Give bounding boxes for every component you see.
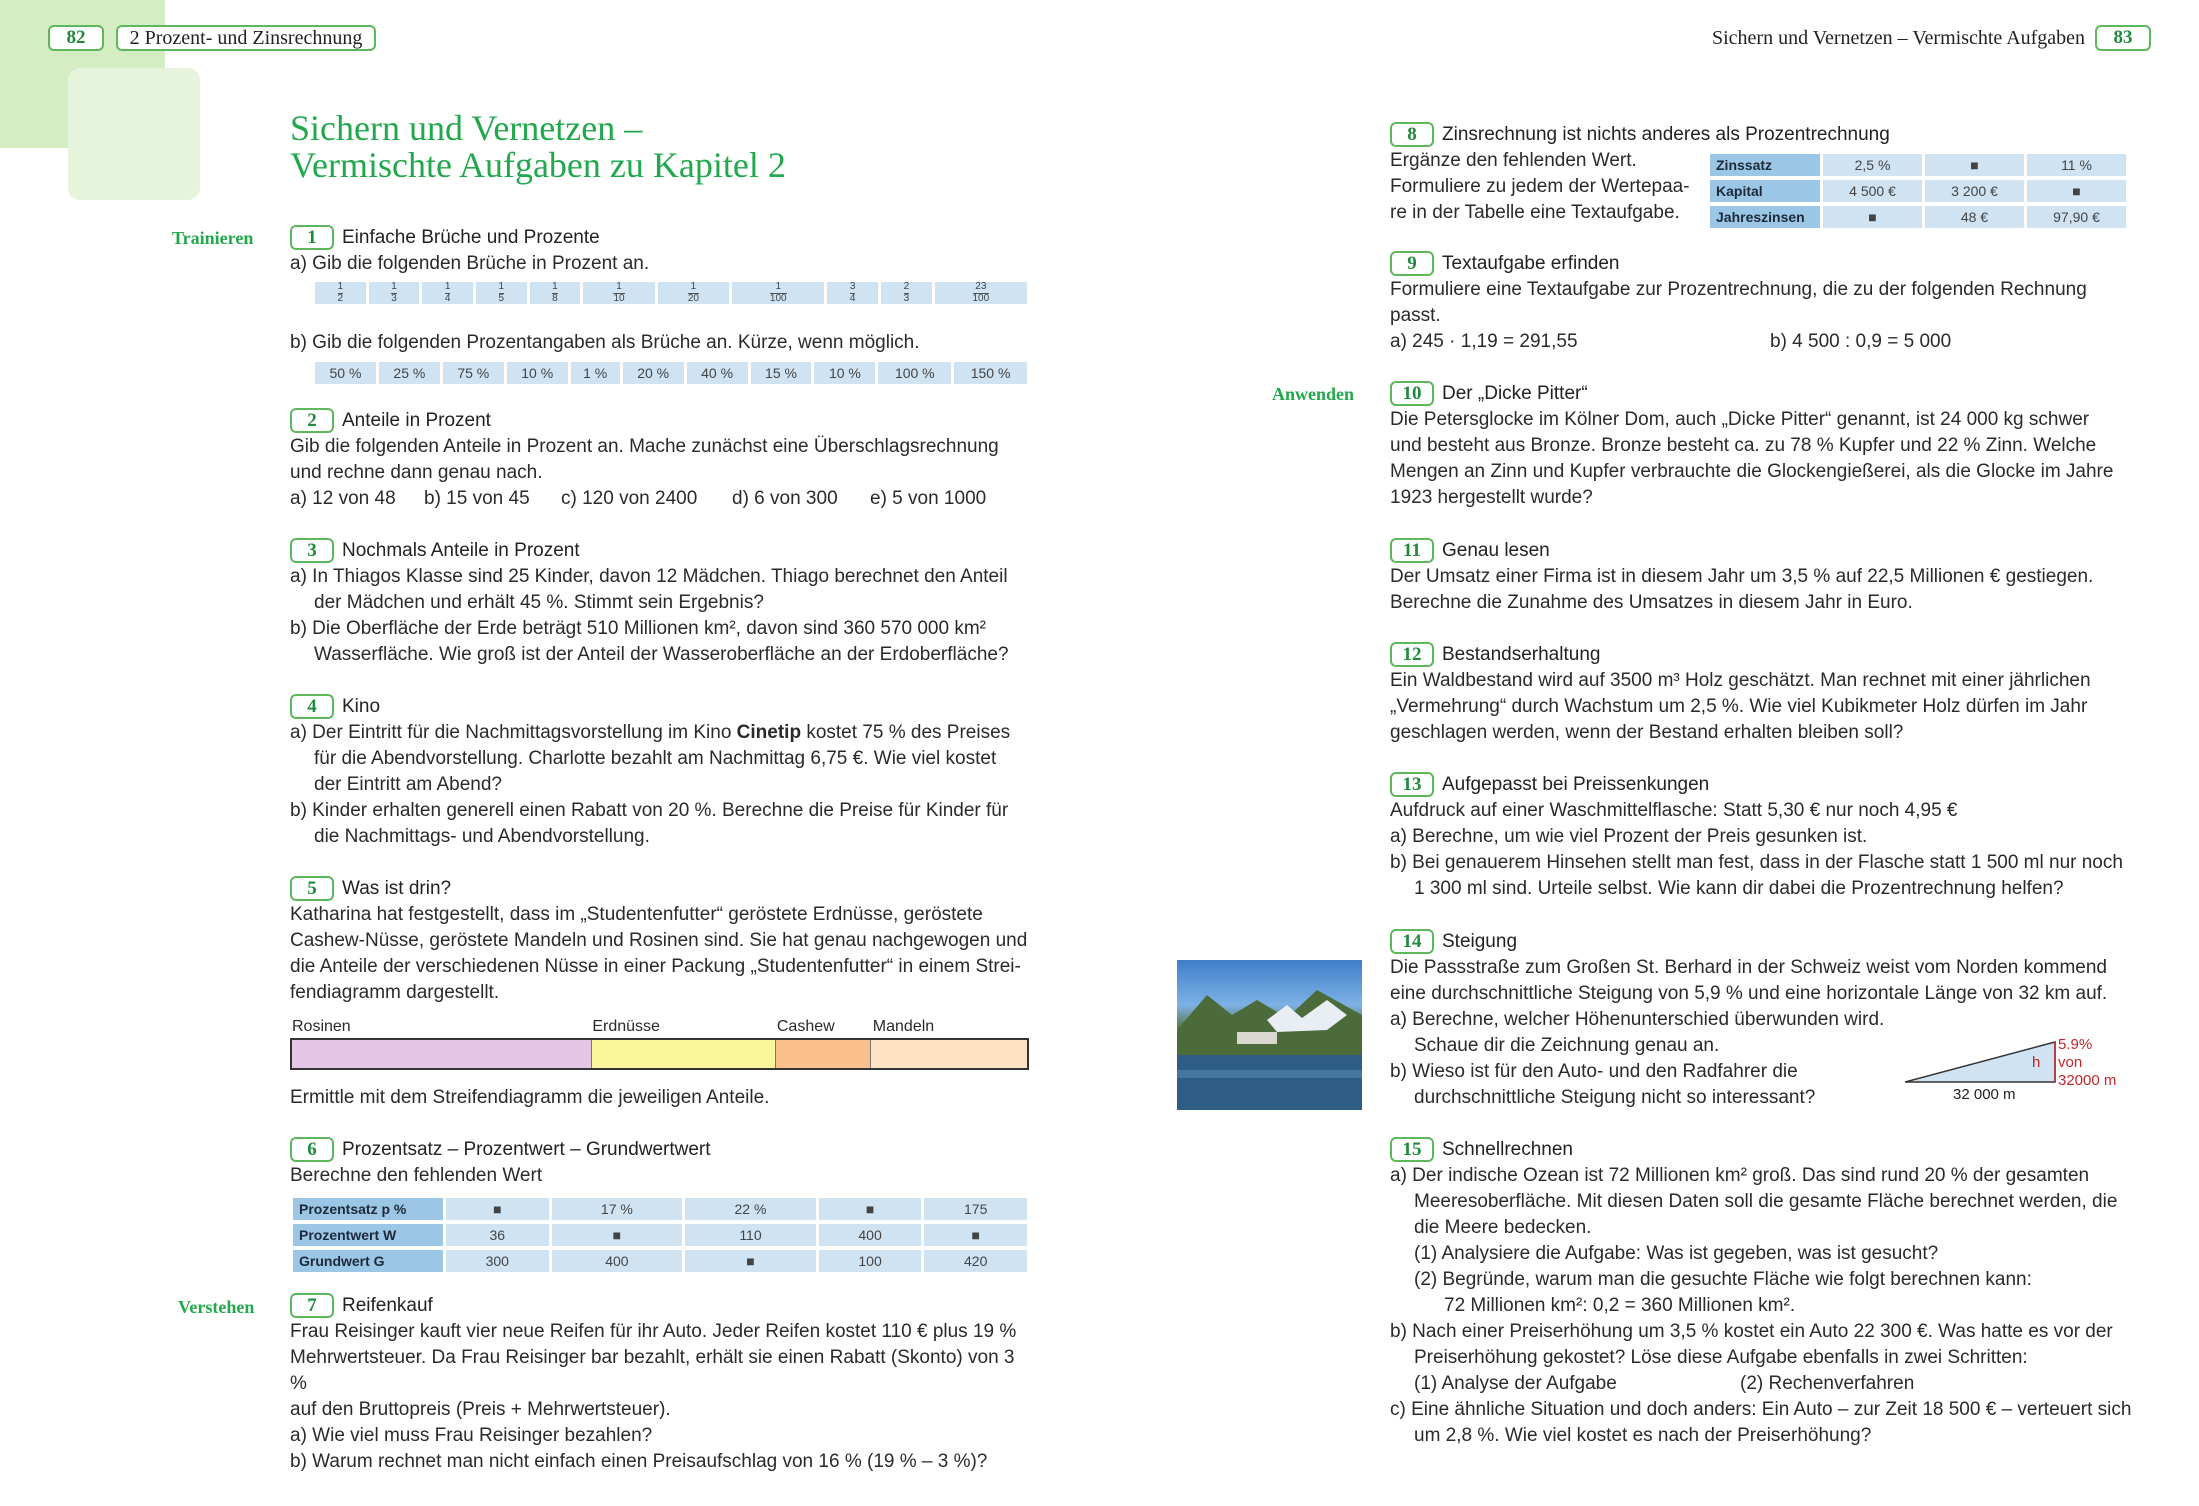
task-number: 8 <box>1390 122 1434 147</box>
task-text: fendiagramm dargestellt. <box>290 982 500 1003</box>
task-part-a: a) Gib die folgenden Brüche in Prozent an. <box>290 253 650 274</box>
slope-pct-label: 5.9% <box>2058 1036 2093 1053</box>
denominator: 20 <box>687 293 699 304</box>
task-number: 14 <box>1390 929 1434 954</box>
task-text: Mehrwertsteuer. Da Frau Reisinger bar bezahlt, erhält sie einen Rabatt (Skonto) von 3 % <box>290 1347 1015 1394</box>
task-text: c) Eine ähnliche Situation und doch anders: Ein Auto – zur Zeit 18 500 € – verteuert sich <box>1390 1399 2132 1420</box>
task-title: Was ist drin? <box>342 878 452 899</box>
task-1-b <box>290 330 1030 356</box>
corner-decoration-overlay <box>68 68 200 200</box>
table-cell: 400 <box>552 1250 683 1272</box>
strip-segment-rosinen <box>292 1040 591 1068</box>
task-text: durchschnittliche Steigung nicht so interessant? <box>1414 1087 1816 1108</box>
task-text: a) Berechne, welcher Höhenunterschied überwunden wird. <box>1390 1009 1885 1030</box>
task-items <box>290 486 1030 512</box>
fraction-cell <box>732 282 824 304</box>
task-text: a) Wie viel muss Frau Reisinger bezahlen? <box>290 1425 653 1446</box>
percent-cell: 75 % <box>443 362 504 384</box>
task-text: (2) Rechenverfahren <box>1740 1373 1915 1394</box>
task-text: die Anteile der verschiedenen Nüsse in einer Packung „Studentenfutter“ in einem Strei- <box>290 956 1021 977</box>
task-text: geschlagen werden, wenn der Bestand erhalten bleiben soll? <box>1390 722 1904 743</box>
task-text: b) Warum rechnet man nicht einfach einen Preisaufschlag von 16 % (19 % – 3 %)? <box>290 1451 988 1472</box>
task-title: Prozentsatz – Prozentwert – Grundwertwert <box>342 1139 711 1160</box>
task-number: 4 <box>290 694 334 719</box>
task-text: um 2,8 %. Wie viel kostet es nach der Preiserhöhung? <box>1414 1425 1872 1446</box>
task-number: 1 <box>290 225 334 250</box>
table-cell: 400 <box>819 1224 922 1246</box>
task-title: Kino <box>342 696 381 717</box>
task-text: 72 Millionen km²: 0,2 = 360 Millionen km². <box>1444 1295 1796 1316</box>
task-text: Formuliere eine Textaufgabe zur Prozentrechnung, die zu der folgenden Rechnung <box>1390 279 2087 300</box>
task-15 <box>1390 1137 2150 1449</box>
table-cell: ■ <box>1925 154 2024 176</box>
task-title: Einfache Brüche und Prozente <box>342 227 600 248</box>
table-cell: ■ <box>685 1250 816 1272</box>
numerator: 1 <box>337 281 344 292</box>
table-cell: ■ <box>446 1198 549 1220</box>
denominator: 100 <box>972 293 990 304</box>
denominator: 3 <box>391 293 397 304</box>
percent-cell: 20 % <box>623 362 684 384</box>
task-9 <box>1390 251 2130 355</box>
task-2 <box>290 408 1030 512</box>
section-verstehen: Verstehen <box>178 1297 255 1317</box>
task-title: Anteile in Prozent <box>342 410 491 431</box>
item-e: e) 5 von 1000 <box>870 488 987 509</box>
task-text: Ermittle mit dem Streifendiagramm die jeweiligen Anteile. <box>290 1087 770 1108</box>
table-cell: 110 <box>685 1224 816 1246</box>
task-text: der Eintritt am Abend? <box>314 774 502 795</box>
percent-cell: 25 % <box>379 362 440 384</box>
left-page-number: 82 <box>48 25 104 51</box>
right-header-title: Sichern und Vernetzen – Vermischte Aufgaben <box>1712 27 2086 49</box>
fraction-cell <box>530 282 581 304</box>
row-header: Prozentsatz p % <box>293 1198 443 1220</box>
item-c: c) 120 von 2400 <box>561 488 698 509</box>
strip-segment-erdnüsse <box>591 1040 775 1068</box>
cinema-name: Cinetip <box>736 722 802 743</box>
task-title: Der „Dicke Pitter“ <box>1442 383 1588 404</box>
numerator: 23 <box>975 281 987 292</box>
table-cell: ■ <box>552 1224 683 1246</box>
task-text: Die Petersglocke im Kölner Dom, auch „Dicke Pitter“ genannt, ist 24 000 kg schwer <box>1390 409 2090 430</box>
strip-segment-cashew <box>775 1040 871 1068</box>
task-text: Der Umsatz einer Firma ist in diesem Jahr um 3,5 % auf 22,5 Millionen € gestiegen. <box>1390 566 2094 587</box>
task-part-b: b) 4 500 : 0,9 = 5 000 <box>1770 331 1952 352</box>
task-number: 10 <box>1390 381 1434 406</box>
table-cell: 11 % <box>2027 154 2126 176</box>
task-14 <box>1390 929 1930 955</box>
table-cell: 3 200 € <box>1925 180 2024 202</box>
denominator: 3 <box>903 293 910 304</box>
numerator: 2 <box>903 281 910 292</box>
task-part-b: b) Gib die folgenden Prozentangaben als Brüche an. Kürze, wenn möglich. <box>290 332 920 353</box>
percent-cell: 100 % <box>878 362 951 384</box>
row-header: Jahreszinsen <box>1710 206 1820 228</box>
table-cell: 22 % <box>685 1198 816 1220</box>
numerator: 1 <box>498 281 505 292</box>
table-cell: ■ <box>2027 180 2126 202</box>
chapter-label: 2 Prozent- und Zinsrechnung <box>116 25 376 51</box>
table-cell: 175 <box>924 1198 1027 1220</box>
table-cell: 300 <box>446 1250 549 1272</box>
task-title: Textaufgabe erfinden <box>1442 253 1620 274</box>
task-title: Nochmals Anteile in Prozent <box>342 540 580 561</box>
task-11 <box>1390 538 2130 616</box>
page-title <box>290 110 786 184</box>
interest-table <box>1707 150 2129 232</box>
fraction-cell <box>583 282 654 304</box>
slope-length-label: 32000 m <box>2058 1072 2117 1089</box>
task-title: Schnellrechnen <box>1442 1139 1573 1160</box>
strip-segment-mandeln <box>870 1040 1027 1068</box>
strip-diagram <box>290 1038 1029 1070</box>
task-title: Reifenkauf <box>342 1295 433 1316</box>
slope-base-label: 32 000 m <box>1953 1086 2016 1103</box>
task-text: 1 300 ml sind. Urteile selbst. Wie kann dir dabei die Prozentrechnung helfen? <box>1414 878 2064 899</box>
fraction-cell <box>422 282 473 304</box>
strip-label: Cashew <box>776 1018 835 1035</box>
task-text: und rechne dann genau nach. <box>290 462 543 483</box>
strip-labels <box>292 1018 1030 1038</box>
task-5 <box>290 876 1030 1006</box>
mountain-lake-photo <box>1177 960 1362 1110</box>
task-text: Katharina hat festgestellt, dass im „Studentenfutter“ geröstete Erdnüsse, geröstete <box>290 904 983 925</box>
percent-cell: 50 % <box>315 362 376 384</box>
task-text: Frau Reisinger kauft vier neue Reifen für ihr Auto. Jeder Reifen kostet 110 € plus 19 % <box>290 1321 1017 1342</box>
task-text: a) Berechne, um wie viel Prozent der Preis gesunken ist. <box>1390 826 1868 847</box>
fraction-cell <box>827 282 878 304</box>
task-text: Aufdruck auf einer Waschmittelflasche: Statt 5,30 € nur noch 4,95 € <box>1390 800 1958 821</box>
task-text: „Vermehrung“ durch Wachstum um 2,5 %. Wie viel Kubikmeter Holz dürfen im Jahr <box>1390 696 2088 717</box>
denominator: 4 <box>444 293 451 304</box>
task-text: b) Bei genauerem Hinsehen stellt man fest, dass in der Flasche statt 1 500 ml nur noch <box>1390 852 2123 873</box>
fraction-cell <box>658 282 729 304</box>
table-cell: ■ <box>819 1198 922 1220</box>
fraction-cell <box>935 282 1027 304</box>
task-text: Ein Waldbestand wird auf 3500 m³ Holz geschätzt. Man rechnet mit einer jährlichen <box>1390 670 2091 691</box>
percent-cell: 1 % <box>571 362 620 384</box>
section-anwenden: Anwenden <box>1272 384 1355 404</box>
task-text: und besteht aus Bronze. Bronze besteht ca. zu 78 % Kupfer und 22 % Zinn. Welche <box>1390 435 2097 456</box>
task-number: 11 <box>1390 538 1434 563</box>
denominator: 2 <box>337 293 344 304</box>
numerator: 1 <box>616 281 622 292</box>
task-title: Bestandserhaltung <box>1442 644 1601 665</box>
percent-value-table <box>290 1194 1030 1276</box>
task-text: (1) Analysiere die Aufgabe: Was ist gegeben, was ist gesucht? <box>1414 1243 1939 1264</box>
task-text: (1) Analyse der Aufgabe <box>1414 1373 1617 1394</box>
task-text: kostet 75 % des Preises <box>801 722 1011 743</box>
task-text: b) Nach einer Preiserhöhung um 3,5 % kostet ein Auto 22 300 €. Was hatte es vor der <box>1390 1321 2113 1342</box>
task-text: b) Wieso ist für den Auto- und den Radfahrer die <box>1390 1061 1798 1082</box>
table-cell: 48 € <box>1925 206 2024 228</box>
task-text: eine durchschnittliche Steigung von 5,9 % und eine horizontale Länge von 32 km auf. <box>1390 983 2108 1004</box>
numerator: 1 <box>775 281 782 292</box>
task-number: 6 <box>290 1137 334 1162</box>
item-a: a) 12 von 48 <box>290 488 396 509</box>
denominator: 4 <box>849 293 856 304</box>
task-5-question <box>290 1085 1030 1111</box>
denominator: 8 <box>552 293 558 304</box>
denominator: 100 <box>769 293 787 304</box>
task-text: Ergänze den fehlenden Wert. <box>1390 150 1637 171</box>
task-text: re in der Tabelle eine Textaufgabe. <box>1390 202 1680 223</box>
task-text: (2) Begründe, warum man die gesuchte Fläche wie folgt berechnen kann: <box>1414 1269 2032 1290</box>
item-d: d) 6 von 300 <box>732 488 838 509</box>
percent-cell: 40 % <box>687 362 748 384</box>
table-cell: ■ <box>924 1224 1027 1246</box>
task-text: Cashew-Nüsse, geröstete Mandeln und Rosinen sind. Sie hat genau nachgewogen und <box>290 930 1028 951</box>
strip-label: Mandeln <box>872 1018 935 1035</box>
page-title-line2: Vermischte Aufgaben zu Kapitel 2 <box>290 145 786 185</box>
task-number: 7 <box>290 1293 334 1318</box>
task-text: b) Kinder erhalten generell einen Rabatt von 20 %. Berechne die Preise für Kinder für <box>290 800 1009 821</box>
task-number: 5 <box>290 876 334 901</box>
task-text: die Nachmittags- und Abendvorstellung. <box>314 826 650 847</box>
task-text: 1923 hergestellt wurde? <box>1390 487 1593 508</box>
task-text: Formuliere zu jedem der Wertepaa- <box>1390 176 1690 197</box>
table-cell: 36 <box>446 1224 549 1246</box>
task-3 <box>290 538 1030 668</box>
task-number: 9 <box>1390 251 1434 276</box>
task-7 <box>290 1293 1030 1475</box>
fraction-cell <box>476 282 527 304</box>
percent-cell: 10 % <box>507 362 568 384</box>
task-title: Aufgepasst bei Preissenkungen <box>1442 774 1710 795</box>
task-text: Gib die folgenden Anteile in Prozent an. Mache zunächst eine Überschlagsrechnung <box>290 436 999 457</box>
page-title-line1: Sichern und Vernetzen – <box>290 108 643 148</box>
task-text: Die Passstraße zum Großen St. Berhard in der Schweiz weist vom Norden kommend <box>1390 957 2107 978</box>
numerator: 3 <box>849 281 856 292</box>
task-text: Meeresoberfläche. Mit diesen Daten soll die gesamte Fläche berechnet werden, die <box>1414 1191 2118 1212</box>
percent-cell: 10 % <box>814 362 875 384</box>
denominator: 5 <box>498 293 505 304</box>
task-text: b) Die Oberfläche der Erde beträgt 510 Millionen km², davon sind 360 570 000 km² <box>290 618 986 639</box>
percent-cell: 15 % <box>751 362 812 384</box>
table-cell: 100 <box>819 1250 922 1272</box>
task-text: Berechne den fehlenden Wert <box>290 1165 543 1186</box>
task-10 <box>1390 381 2130 511</box>
task-13 <box>1390 772 2130 902</box>
strip-label: Rosinen <box>292 1018 351 1035</box>
table-cell: 17 % <box>552 1198 683 1220</box>
strip-label: Erdnüsse <box>592 1018 660 1035</box>
table-cell: 2,5 % <box>1823 154 1922 176</box>
section-trainieren: Trainieren <box>172 228 254 248</box>
task-title: Steigung <box>1442 931 1518 952</box>
numerator: 1 <box>391 281 397 292</box>
task-text: der Mädchen und erhält 45 %. Stimmt sein Ergebnis? <box>314 592 764 613</box>
task-number: 12 <box>1390 642 1434 667</box>
task-number: 2 <box>290 408 334 433</box>
task-text: passt. <box>1390 305 1441 326</box>
task-text: Wasserfläche. Wie groß ist der Anteil der Wasseroberfläche an der Erdoberfläche? <box>314 644 1009 665</box>
row-header: Kapital <box>1710 180 1820 202</box>
task-text: auf den Bruttopreis (Preis + Mehrwertsteuer). <box>290 1399 671 1420</box>
task-part-a: a) 245 · 1,19 = 291,55 <box>1390 331 1578 352</box>
task-text: Berechne die Zunahme des Umsatzes in diesem Jahr in Euro. <box>1390 592 1913 613</box>
task-text: Schaue dir die Zeichnung genau an. <box>1414 1035 1720 1056</box>
photo-illustration <box>1177 960 1362 1110</box>
task-text: a) Der Eintritt für die Nachmittagsvorstellung im Kino <box>290 722 737 743</box>
row-header: Prozentwert W <box>293 1224 443 1246</box>
numerator: 1 <box>552 281 558 292</box>
table-cell: 420 <box>924 1250 1027 1272</box>
task-title: Zinsrechnung ist nichts anderes als Prozentrechnung <box>1442 124 1890 145</box>
fractions-table <box>312 282 1030 304</box>
slope-von-label: von <box>2058 1054 2083 1071</box>
row-header: Zinssatz <box>1710 154 1820 176</box>
right-page-number: 83 <box>2095 25 2151 51</box>
task-text: a) Der indische Ozean ist 72 Millionen km² groß. Das sind rund 20 % der gesamten <box>1390 1165 2090 1186</box>
denominator: 10 <box>613 293 625 304</box>
fraction-cell <box>315 282 366 304</box>
task-number: 13 <box>1390 772 1434 797</box>
task-number: 15 <box>1390 1137 1434 1162</box>
slope-h-label: h <box>2032 1054 2041 1071</box>
task-text: Preiserhöhung gekostet? Löse diese Aufgabe ebenfalls in zwei Schritten: <box>1414 1347 2028 1368</box>
fraction-cell <box>369 282 420 304</box>
percent-cell: 150 % <box>954 362 1027 384</box>
numerator: 1 <box>444 281 451 292</box>
fraction-cell <box>881 282 932 304</box>
task-text: a) In Thiagos Klasse sind 25 Kinder, davon 12 Mädchen. Thiago berechnet den Anteil <box>290 566 1008 587</box>
table-cell: 97,90 € <box>2027 206 2126 228</box>
table-cell: 4 500 € <box>1823 180 1922 202</box>
item-b: b) 15 von 45 <box>424 488 530 509</box>
task-6 <box>290 1137 1030 1189</box>
slope-diagram <box>1900 1032 2150 1107</box>
percent-table <box>312 362 1030 384</box>
task-text: für die Abendvorstellung. Charlotte bezahlt am Nachmittag 6,75 €. Wie viel kostet <box>314 748 997 769</box>
task-text: die Meere bedecken. <box>1414 1217 1592 1238</box>
task-number: 3 <box>290 538 334 563</box>
task-4 <box>290 694 1030 850</box>
task-12 <box>1390 642 2130 746</box>
task-text: Mengen an Zinn und Kupfer verbrauchte die Glockengießerei, als die Glocke im Jahre <box>1390 461 2114 482</box>
numerator: 1 <box>690 281 697 292</box>
task-1 <box>290 225 1030 277</box>
task-title: Genau lesen <box>1442 540 1550 561</box>
row-header: Grundwert G <box>293 1250 443 1272</box>
table-cell: ■ <box>1823 206 1922 228</box>
